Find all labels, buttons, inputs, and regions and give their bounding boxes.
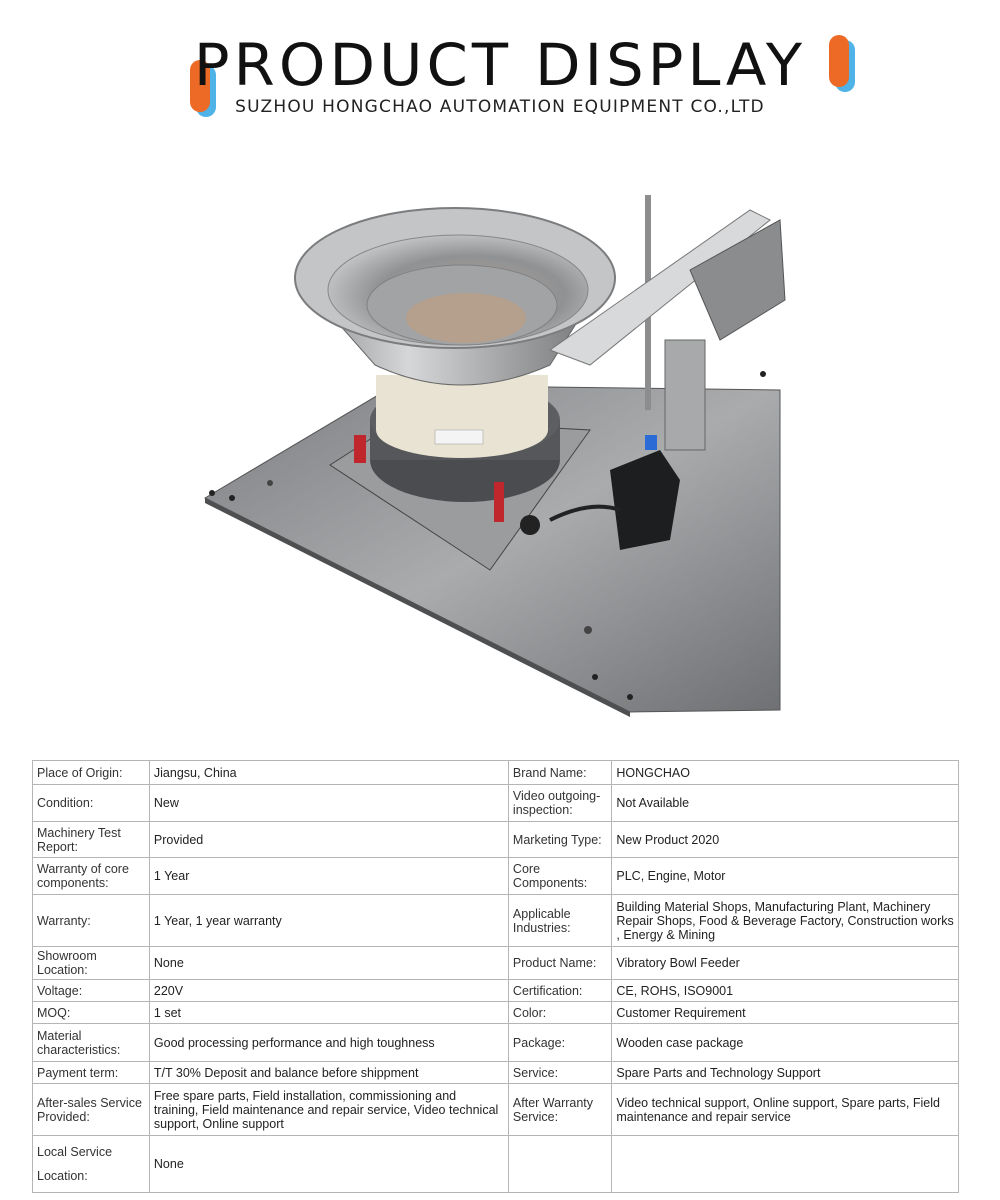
spec-key: Voltage:	[33, 980, 150, 1002]
spec-key: Core Components:	[508, 858, 611, 895]
spec-key: Material characteristics:	[33, 1024, 150, 1062]
spec-value: Customer Requirement	[612, 1002, 959, 1024]
company-name: SUZHOU HONGCHAO AUTOMATION EQUIPMENT CO.,LTD	[235, 97, 765, 117]
specs-table	[32, 760, 959, 1193]
spec-value: New Product 2020	[612, 822, 959, 858]
spec-value: 1 Year	[149, 858, 508, 895]
spec-value: Free spare parts, Field installation, commissioning and training, Field maintenance and repair service, Video technical support, Online support	[149, 1084, 508, 1136]
spec-value: New	[149, 785, 508, 822]
table-row	[33, 858, 959, 895]
spec-key: Warranty:	[33, 895, 150, 947]
spec-key: Service:	[508, 1062, 611, 1084]
spec-key: Certification:	[508, 980, 611, 1002]
spec-value: 1 Year, 1 year warranty	[149, 895, 508, 947]
spec-value: CE, ROHS, ISO9001	[612, 980, 959, 1002]
spec-key: Local Service Location:	[33, 1136, 150, 1193]
spec-value: HONGCHAO	[612, 761, 959, 785]
spec-value: Jiangsu, China	[149, 761, 508, 785]
spec-key: Condition:	[33, 785, 150, 822]
table-row	[33, 1024, 959, 1062]
spec-value: T/T 30% Deposit and balance before shippment	[149, 1062, 508, 1084]
page-header	[0, 0, 1000, 140]
spec-value: Spare Parts and Technology Support	[612, 1062, 959, 1084]
spec-value: Wooden case package	[612, 1024, 959, 1062]
spec-value: PLC, Engine, Motor	[612, 858, 959, 895]
spec-key: MOQ:	[33, 1002, 150, 1024]
table-row	[33, 1136, 959, 1193]
table-row	[33, 947, 959, 980]
spec-key: After-sales Service Provided:	[33, 1084, 150, 1136]
decorative-pill-icon-right	[829, 35, 849, 87]
spec-key: Applicable Industries:	[508, 895, 611, 947]
spec-key: After Warranty Service:	[508, 1084, 611, 1136]
spec-key: Video outgoing-inspection:	[508, 785, 611, 822]
table-row	[33, 822, 959, 858]
spec-value	[612, 1136, 959, 1193]
table-row	[33, 1084, 959, 1136]
spec-value: Vibratory Bowl Feeder	[612, 947, 959, 980]
spec-key	[508, 1136, 611, 1193]
spec-value: 220V	[149, 980, 508, 1002]
spec-key: Marketing Type:	[508, 822, 611, 858]
spec-key: Showroom Location:	[33, 947, 150, 980]
spec-key: Brand Name:	[508, 761, 611, 785]
spec-value: 1 set	[149, 1002, 508, 1024]
table-row	[33, 895, 959, 947]
spec-key: Place of Origin:	[33, 761, 150, 785]
spec-value: Good processing performance and high toughness	[149, 1024, 508, 1062]
table-row	[33, 1062, 959, 1084]
table-row	[33, 761, 959, 785]
table-row	[33, 1002, 959, 1024]
table-row	[33, 980, 959, 1002]
spec-value: None	[149, 1136, 508, 1193]
spec-value: Building Material Shops, Manufacturing Plant, Machinery Repair Shops, Food & Beverage Factory, Construction works , Energy & Mining	[612, 895, 959, 947]
spec-key: Package:	[508, 1024, 611, 1062]
spec-value: Provided	[149, 822, 508, 858]
spec-value: Video technical support, Online support, Spare parts, Field maintenance and repair service	[612, 1084, 959, 1136]
spec-value: None	[149, 947, 508, 980]
spec-key: Machinery Test Report:	[33, 822, 150, 858]
spec-value: Not Available	[612, 785, 959, 822]
page-title: PRODUCT DISPLAY	[193, 31, 807, 99]
spec-key: Warranty of core components:	[33, 858, 150, 895]
spec-key: Payment term:	[33, 1062, 150, 1084]
product-image	[190, 180, 790, 720]
spec-key: Color:	[508, 1002, 611, 1024]
spec-key: Product Name:	[508, 947, 611, 980]
table-row	[33, 785, 959, 822]
